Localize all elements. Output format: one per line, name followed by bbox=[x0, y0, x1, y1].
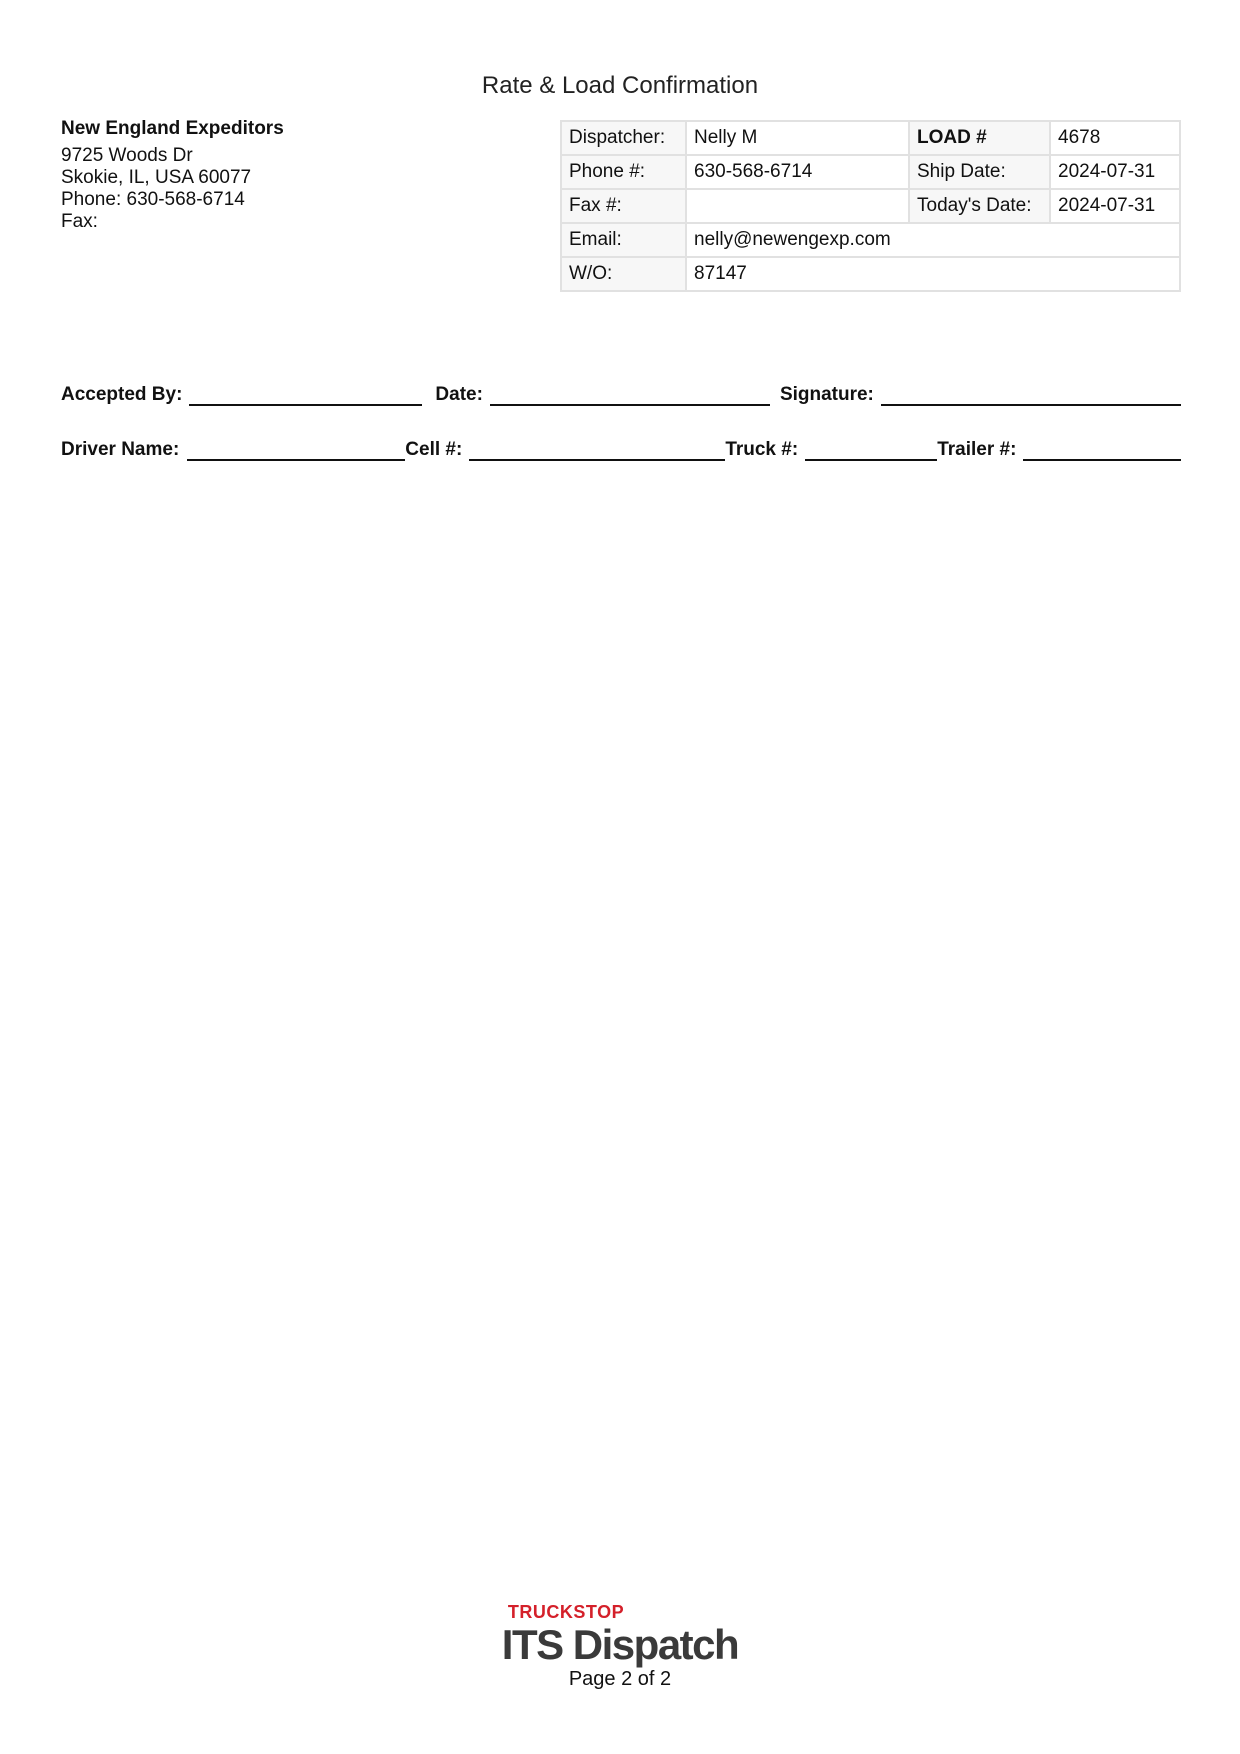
truckstop-wordmark: TRUCKSTOP bbox=[507, 1602, 625, 1622]
date-line[interactable] bbox=[490, 380, 770, 406]
acceptance-row bbox=[61, 380, 1181, 406]
its-dispatch-logo bbox=[0, 1602, 1240, 1669]
driver-name-line[interactable] bbox=[187, 435, 405, 461]
ship-date-label: Ship Date: bbox=[909, 155, 1050, 189]
email-value: nelly@newengexp.com bbox=[686, 223, 1180, 257]
truck-line[interactable] bbox=[805, 435, 937, 461]
accepted-by-line[interactable] bbox=[189, 380, 422, 406]
table-row bbox=[561, 121, 1180, 155]
signature-line[interactable] bbox=[881, 380, 1181, 406]
load-number-value: 4678 bbox=[1050, 121, 1180, 155]
company-name: New England Expeditors bbox=[61, 118, 284, 139]
cell-line[interactable] bbox=[469, 435, 725, 461]
fax-value bbox=[686, 189, 909, 223]
table-row bbox=[561, 223, 1180, 257]
phone-value: 630-568-6714 bbox=[686, 155, 909, 189]
document-title: Rate & Load Confirmation bbox=[481, 72, 759, 99]
its-dispatch-wordmark: ITS Dispatch bbox=[501, 1621, 739, 1668]
table-row bbox=[561, 155, 1180, 189]
company-block bbox=[61, 118, 284, 233]
todays-date-label: Today's Date: bbox=[909, 189, 1050, 223]
date-label: Date: bbox=[435, 384, 483, 405]
trailer-line[interactable] bbox=[1023, 435, 1181, 461]
company-address-line-2: Skokie, IL, USA 60077 bbox=[61, 167, 252, 188]
email-label: Email: bbox=[561, 223, 686, 257]
driver-name-label: Driver Name: bbox=[61, 439, 180, 460]
company-fax: Fax: bbox=[61, 211, 98, 232]
fax-label: Fax #: bbox=[561, 189, 686, 223]
phone-label: Phone #: bbox=[561, 155, 686, 189]
company-phone: Phone: 630-568-6714 bbox=[61, 189, 245, 210]
dispatch-info-table bbox=[560, 120, 1181, 292]
todays-date-value: 2024-07-31 bbox=[1050, 189, 1180, 223]
cell-label: Cell #: bbox=[405, 439, 463, 460]
work-order-label: W/O: bbox=[561, 257, 686, 291]
dispatcher-label: Dispatcher: bbox=[561, 121, 686, 155]
table-row bbox=[561, 189, 1180, 223]
work-order-value: 87147 bbox=[686, 257, 1180, 291]
driver-row bbox=[61, 435, 1181, 461]
company-address-line-1: 9725 Woods Dr bbox=[61, 145, 193, 166]
page-number: Page 2 of 2 bbox=[568, 1668, 672, 1690]
load-number-label: LOAD # bbox=[909, 121, 1050, 155]
signature-label: Signature: bbox=[779, 384, 874, 405]
dispatcher-value: Nelly M bbox=[686, 121, 909, 155]
truck-label: Truck #: bbox=[725, 439, 799, 460]
accepted-by-label: Accepted By: bbox=[61, 384, 183, 405]
table-row bbox=[561, 257, 1180, 291]
ship-date-value: 2024-07-31 bbox=[1050, 155, 1180, 189]
trailer-label: Trailer #: bbox=[937, 439, 1017, 460]
